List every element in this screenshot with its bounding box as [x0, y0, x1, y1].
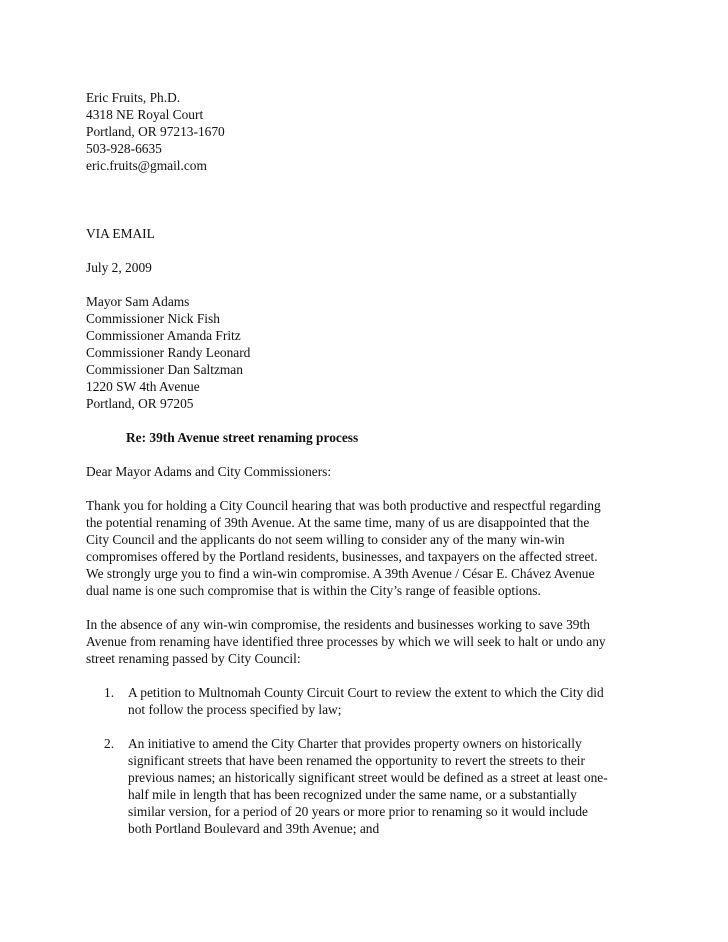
paragraph-line: street renaming passed by City Council: — [86, 651, 301, 666]
list-item-text — [128, 735, 646, 837]
paragraph-line: Avenue from renaming have identified three processes by which we will seek to halt or undo any — [86, 634, 606, 649]
recipient-line: 1220 SW 4th Avenue — [86, 379, 200, 394]
process-list — [86, 684, 646, 837]
list-item — [86, 735, 646, 837]
recipient-line: Mayor Sam Adams — [86, 294, 190, 309]
sender-address-block — [86, 89, 646, 174]
list-item-line: not follow the process specified by law; — [128, 702, 342, 717]
recipient-line: Commissioner Randy Leonard — [86, 345, 251, 360]
list-item-text — [128, 684, 646, 718]
salutation: Dear Mayor Adams and City Commissioners: — [86, 464, 332, 479]
sender-city: Portland, OR 97213-1670 — [86, 124, 225, 139]
paragraph-line: dual name is one such compromise that is within the City’s range of feasible options. — [86, 583, 541, 598]
paragraph-line: City Council and the applicants do not seem willing to consider any of the many win-win — [86, 532, 565, 547]
paragraph-line: the potential renaming of 39th Avenue. At the same time, many of us are disappointed that the — [86, 515, 590, 530]
list-item — [86, 684, 646, 718]
delivery-method: VIA EMAIL — [86, 226, 155, 241]
list-item-line: An initiative to amend the City Charter that provides property owners on historically — [128, 736, 582, 751]
recipient-line: Portland, OR 97205 — [86, 396, 194, 411]
paragraph-line: compromises offered by the Portland residents, businesses, and taxpayers on the affected street. — [86, 549, 598, 564]
list-item-number: 2. — [104, 736, 115, 751]
list-item-line: A petition to Multnomah County Circuit Court to review the extent to which the City did — [128, 685, 604, 700]
sender-email: eric.fruits@gmail.com — [86, 158, 207, 173]
list-item-line: previous names; an historically significant street would be defined as a street at least one- — [128, 770, 608, 785]
recipient-line: Commissioner Dan Saltzman — [86, 362, 243, 377]
recipient-address-block — [86, 293, 646, 412]
paragraph-line: We strongly urge you to find a win-win compromise. A 39th Avenue / César E. Chávez Avenue — [86, 566, 595, 581]
letter-date: July 2, 2009 — [86, 260, 152, 275]
list-item-line: both Portland Boulevard and 39th Avenue; and — [128, 821, 380, 836]
sender-phone: 503-928-6635 — [86, 141, 162, 156]
body-paragraph-2 — [86, 616, 646, 667]
recipient-line: Commissioner Nick Fish — [86, 311, 220, 326]
list-item-line: similar version, for a period of 20 years or more prior to renaming so it would include — [128, 804, 589, 819]
list-item-line: half mile in length that has been recognized under the same name, or a substantially — [128, 787, 577, 802]
list-item-number: 1. — [104, 685, 115, 700]
paragraph-line: Thank you for holding a City Council hearing that was both productive and respectful regarding — [86, 498, 601, 513]
paragraph-line: In the absence of any win-win compromise, the residents and businesses working to save 39th — [86, 617, 590, 632]
sender-name: Eric Fruits, Ph.D. — [86, 90, 181, 105]
subject-line: Re: 39th Avenue street renaming process — [126, 430, 359, 445]
body-paragraph-1 — [86, 497, 646, 599]
letter-page — [86, 89, 646, 854]
recipient-line: Commissioner Amanda Fritz — [86, 328, 241, 343]
list-item-line: significant streets that have been renamed the opportunity to revert the streets to their — [128, 753, 585, 768]
sender-street: 4318 NE Royal Court — [86, 107, 204, 122]
